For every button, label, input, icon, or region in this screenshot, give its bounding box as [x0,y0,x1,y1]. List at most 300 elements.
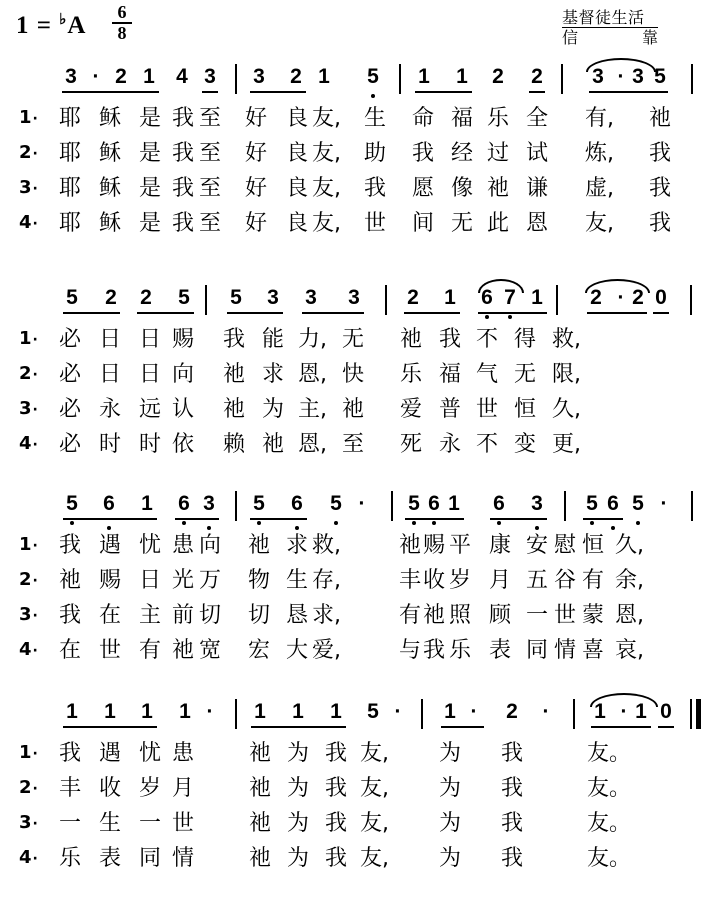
lyric-char: 世 [553,603,576,628]
lyric-char: 收 [422,568,445,593]
lyric-char: 久, [552,397,581,422]
verse-number: 3· [19,398,38,419]
verse-number: 2· [19,363,38,384]
lyric-char: 乐 [448,638,471,663]
time-signature [112,4,132,42]
lyric-char: 恩, [298,432,327,457]
note: 6 [178,492,190,515]
lyric-char: 顾 [488,603,511,628]
augmentation-dot: · [92,65,100,88]
lyric-char: 我 [648,211,671,236]
lyric-char: 时 [98,432,121,457]
lower-octave-dot [508,315,512,319]
lyric-char: 我 [171,106,194,131]
lower-octave-dot [412,521,416,525]
barline [235,64,237,94]
lyric-char: 求, [312,603,341,628]
notation-row [0,62,719,102]
note: 3 [632,65,644,88]
lyric-char: 依 [171,432,194,457]
lyric-char: 好 [244,176,267,201]
lyric-char: 至 [198,141,221,166]
lyric-char: 安 [525,533,548,558]
lyric-char: 我 [500,741,523,766]
verse-number: 4· [19,639,38,660]
slur [586,58,656,72]
note: 5 [330,492,342,515]
beat-group-underline [405,518,464,520]
lyric-char: 我 [58,741,81,766]
note: 1 [318,65,330,88]
beat-group-underline [583,518,623,520]
note: 5 [253,492,265,515]
note: 1 [66,700,78,723]
lyric-char: 我 [324,811,347,836]
lyric-char: 我 [324,846,347,871]
lyric-char: 至 [198,106,221,131]
note: 6 [493,492,505,515]
note: 2 [290,65,302,88]
lyric-char: 祂 [222,397,245,422]
augmentation-dot: · [617,286,625,309]
music-system [0,489,719,669]
lyric-char: 我 [363,176,386,201]
lyric-char: 变 [513,432,536,457]
barline [690,285,692,315]
note: 2 [407,286,419,309]
lyric-char: 有 [581,568,604,593]
lyric-char: 我 [500,846,523,871]
lyric-char: 余, [615,568,644,593]
music-system [0,62,719,242]
augmentation-dot: · [620,700,628,723]
lyric-char: 月 [171,776,194,801]
note: 5 [586,492,598,515]
lyric-char: 祂 [58,568,81,593]
note: 1 [531,286,543,309]
lyric-char: 生 [363,106,386,131]
verse-number: 1· [19,742,38,763]
beat-group-underline [227,312,283,314]
lower-octave-dot [485,315,489,319]
note-underline [202,91,218,93]
lyric-char: 遇 [98,741,121,766]
lyric-char: 忧 [138,533,161,558]
lyric-char: 死 [399,432,422,457]
lyric-char: 日 [138,327,161,352]
barline [556,285,558,315]
source-title: 基督徒生活 [562,8,658,28]
verse-number: 1· [19,534,38,555]
lyric-char: 虚, [585,176,614,201]
lyric-char: 友, [312,211,341,236]
lyric-char: 遇 [98,533,121,558]
beat-group-underline [137,312,194,314]
lyric-char: 祂 [248,846,271,871]
lyric-char: 向 [198,533,221,558]
lyric-char: 我 [171,176,194,201]
lyric-char: 恳 [285,603,308,628]
lower-octave-dot [636,521,640,525]
note: 1 [254,700,266,723]
lower-octave-dot [257,521,261,525]
lyric-char: 救, [312,533,341,558]
lyric-char: 忧 [138,741,161,766]
note: 3 [65,65,77,88]
note: 3 [348,286,360,309]
lyric-char: 在 [58,638,81,663]
lyric-char: 我 [648,176,671,201]
beat-group-underline [478,312,547,314]
lyric-char: 我 [500,776,523,801]
lyric-char: 有 [138,638,161,663]
lyric-char: 必 [58,327,81,352]
barline [235,491,237,521]
lyric-char: 与 [398,638,421,663]
notation-row [0,283,719,323]
lyric-char: 求 [285,533,308,558]
lyric-char: 乐 [58,846,81,871]
music-system [0,283,719,463]
lyric-char: 福 [438,362,461,387]
note: 5 [66,286,78,309]
lyric-char: 友, [312,176,341,201]
lyric-char: 患 [171,741,194,766]
lyric-char: 我 [648,141,671,166]
lyric-char: 丰 [398,568,421,593]
beat-group-underline [250,91,306,93]
lyric-char: 前 [171,603,194,628]
lower-octave-dot [590,521,594,525]
note: 6 [291,492,303,515]
lyric-char: 为 [286,846,309,871]
lyric-char: 世 [475,397,498,422]
barline [691,64,693,94]
key-prefix: 1 = [16,12,60,39]
notation-row [0,489,719,529]
notation-row [0,697,719,737]
verse-number: 2· [19,569,38,590]
lyric-line [0,529,719,564]
lyric-char: 祂 [341,397,364,422]
lyric-char: 丰 [58,776,81,801]
note-underline [529,91,545,93]
barline [235,699,237,729]
key-signature [16,10,86,40]
lyric-char: 稣 [98,141,121,166]
note: 5 [230,286,242,309]
lyric-char: 好 [244,211,267,236]
beat-group-underline [490,518,547,520]
lyric-char: 康 [488,533,511,558]
lyric-char: 我 [171,211,194,236]
note-underline [653,312,669,314]
note: 3 [253,65,265,88]
lyric-char: 祂 [222,362,245,387]
barline [564,491,566,521]
lyric-char: 友, [360,846,389,871]
barline [573,699,575,729]
note: 3 [203,492,215,515]
lyric-line [0,807,719,842]
lower-octave-dot [371,94,375,98]
slur [585,279,650,293]
lyric-char: 试 [525,141,548,166]
source-author-char-1: 信 [562,28,579,47]
note: 1 [104,700,116,723]
lyric-line [0,358,719,393]
lyric-char: 表 [98,846,121,871]
beat-group-underline [404,312,460,314]
lyric-char: 乐 [486,106,509,131]
lyric-line [0,207,719,242]
lyric-char: 日 [138,568,161,593]
lyric-char: 恒 [513,397,536,422]
lyric-char: 是 [138,141,161,166]
note: 1 [141,700,153,723]
lyric-line [0,599,719,634]
final-barline-thin [690,699,692,729]
lyric-char: 为 [438,846,461,871]
lyric-char: 我 [411,141,434,166]
lyric-char: 我 [222,327,245,352]
lyric-char: 有 [398,603,421,628]
lyric-char: 宽 [198,638,221,663]
beat-group-underline [441,726,484,728]
lyric-char: 为 [438,776,461,801]
lyric-char: 物 [247,568,270,593]
lyric-char: 世 [363,211,386,236]
augmentation-dot: · [358,492,366,515]
barline [391,491,393,521]
verse-number: 1· [19,328,38,349]
note: 1 [143,65,155,88]
note: 5 [632,492,644,515]
beat-group-underline [250,518,307,520]
lyric-char: 必 [58,362,81,387]
verse-number: 3· [19,604,38,625]
lyric-char: 向 [171,362,194,387]
note: 5 [367,700,379,723]
lyric-char: 是 [138,176,161,201]
beat-group-underline [591,726,651,728]
lyric-char: 我 [500,811,523,836]
lyric-char: 良 [285,211,308,236]
lyric-char: 祂 [422,603,445,628]
lyric-line [0,737,719,772]
lyric-char: 存, [312,568,341,593]
lyric-char: 五 [525,568,548,593]
lyric-char: 稣 [98,176,121,201]
lower-octave-dot [182,521,186,525]
lyric-char: 同 [525,638,548,663]
note-underline [658,726,674,728]
lyric-char: 良 [285,176,308,201]
lyric-char: 月 [488,568,511,593]
lyric-char: 岁 [138,776,161,801]
lyric-char: 好 [244,141,267,166]
augmentation-dot: · [470,700,478,723]
lyric-char: 为 [438,811,461,836]
note: 1 [594,700,606,723]
lyric-char: 耶 [58,176,81,201]
lyric-char: 照 [448,603,471,628]
lyric-char: 能 [261,327,284,352]
lyric-char: 日 [138,362,161,387]
lyric-char: 救, [552,327,581,352]
lyric-char: 至 [198,176,221,201]
lyric-char: 一 [525,603,548,628]
note: 3 [305,286,317,309]
lyric-char: 助 [363,141,386,166]
beat-group-underline [587,312,647,314]
verse-number: 3· [19,177,38,198]
lyric-char: 情 [553,638,576,663]
note: 2 [531,65,543,88]
lyric-char: 祂 [247,533,270,558]
lyric-char: 全 [525,106,548,131]
note: 2 [115,65,127,88]
lower-octave-dot [334,521,338,525]
lyric-char: 谷 [553,568,576,593]
note: 1 [444,700,456,723]
lyric-char: 耶 [58,211,81,236]
lyric-char: 祂 [248,811,271,836]
lyric-char: 至 [198,211,221,236]
lyric-char: 我 [58,603,81,628]
source-credit [562,8,658,47]
beat-group-underline [63,518,157,520]
note: 2 [492,65,504,88]
lyric-char: 恩, [615,603,644,628]
note: 1 [179,700,191,723]
lyric-char: 为 [438,741,461,766]
lyric-char: 远 [138,397,161,422]
lyric-char: 切 [198,603,221,628]
lyric-char: 我 [171,141,194,166]
lyric-char: 哀, [615,638,644,663]
note: 5 [66,492,78,515]
lyric-char: 永 [98,397,121,422]
lyric-char: 无 [513,362,536,387]
lyric-char: 患 [171,533,194,558]
lyric-char: 久, [615,533,644,558]
note: 1 [448,492,460,515]
barline [399,64,401,94]
note: 5 [367,65,379,88]
barline [205,285,207,315]
lyric-char: 为 [261,397,284,422]
slur [478,279,524,293]
lyric-char: 认 [171,397,194,422]
lyric-char: 友, [312,106,341,131]
barline [691,491,693,521]
lyric-char: 蒙 [581,603,604,628]
note: 2 [590,286,602,309]
verse-number: 4· [19,847,38,868]
lyric-line [0,428,719,463]
lyric-char: 经 [450,141,473,166]
lyric-line [0,323,719,358]
lyric-char: 乐 [399,362,422,387]
final-barline-thick [696,699,701,729]
verse-number: 2· [19,777,38,798]
note: 0 [655,286,667,309]
note: 2 [105,286,117,309]
lyric-char: 赐 [171,327,194,352]
note: 6 [607,492,619,515]
lyric-char: 福 [450,106,473,131]
lyric-char: 祂 [486,176,509,201]
note: 2 [506,700,518,723]
lyric-char: 日 [98,362,121,387]
note: 5 [408,492,420,515]
key-letter: A [67,12,87,39]
lyric-char: 更, [552,432,581,457]
lyric-char: 同 [138,846,161,871]
lyric-char: 友, [360,741,389,766]
lyric-char: 为 [286,776,309,801]
note: 5 [178,286,190,309]
lyric-line [0,137,719,172]
lyric-char: 我 [324,741,347,766]
lyric-char: 日 [98,327,121,352]
lyric-char: 是 [138,211,161,236]
note: 3 [531,492,543,515]
time-numerator: 6 [112,4,132,24]
beat-group-underline [415,91,472,93]
lyric-char: 限, [552,362,581,387]
augmentation-dot: · [660,492,668,515]
lyric-char: 时 [138,432,161,457]
lyric-char: 友, [585,211,614,236]
beat-group-underline [63,726,157,728]
lyric-char: 好 [244,106,267,131]
lyric-char: 永 [438,432,461,457]
lyric-char: 收 [98,776,121,801]
lyric-char: 光 [171,568,194,593]
lyric-char: 主 [138,603,161,628]
lyric-char: 必 [58,397,81,422]
lyric-line [0,772,719,807]
lyric-char: 此 [486,211,509,236]
lyric-char: 我 [438,327,461,352]
beat-group-underline [589,91,668,93]
lyric-char: 得 [513,327,536,352]
lyric-line [0,842,719,877]
lyric-line [0,102,719,137]
lyric-char: 一 [138,811,161,836]
note: 1 [635,700,647,723]
note: 1 [418,65,430,88]
lyric-char: 恩 [525,211,548,236]
lyric-char: 友。 [587,741,632,766]
lyric-char: 赐 [422,533,445,558]
lyric-char: 情 [171,846,194,871]
note: 3 [204,65,216,88]
lyric-char: 赖 [222,432,245,457]
source-author-char-2: 靠 [641,28,658,47]
barline [385,285,387,315]
lyric-char: 快 [341,362,364,387]
note: 1 [141,492,153,515]
lyric-char: 我 [324,776,347,801]
augmentation-dot: · [617,65,625,88]
lyric-char: 炼, [585,141,614,166]
lyric-char: 岁 [448,568,471,593]
lyric-char: 为 [286,811,309,836]
note: 7 [504,286,516,309]
